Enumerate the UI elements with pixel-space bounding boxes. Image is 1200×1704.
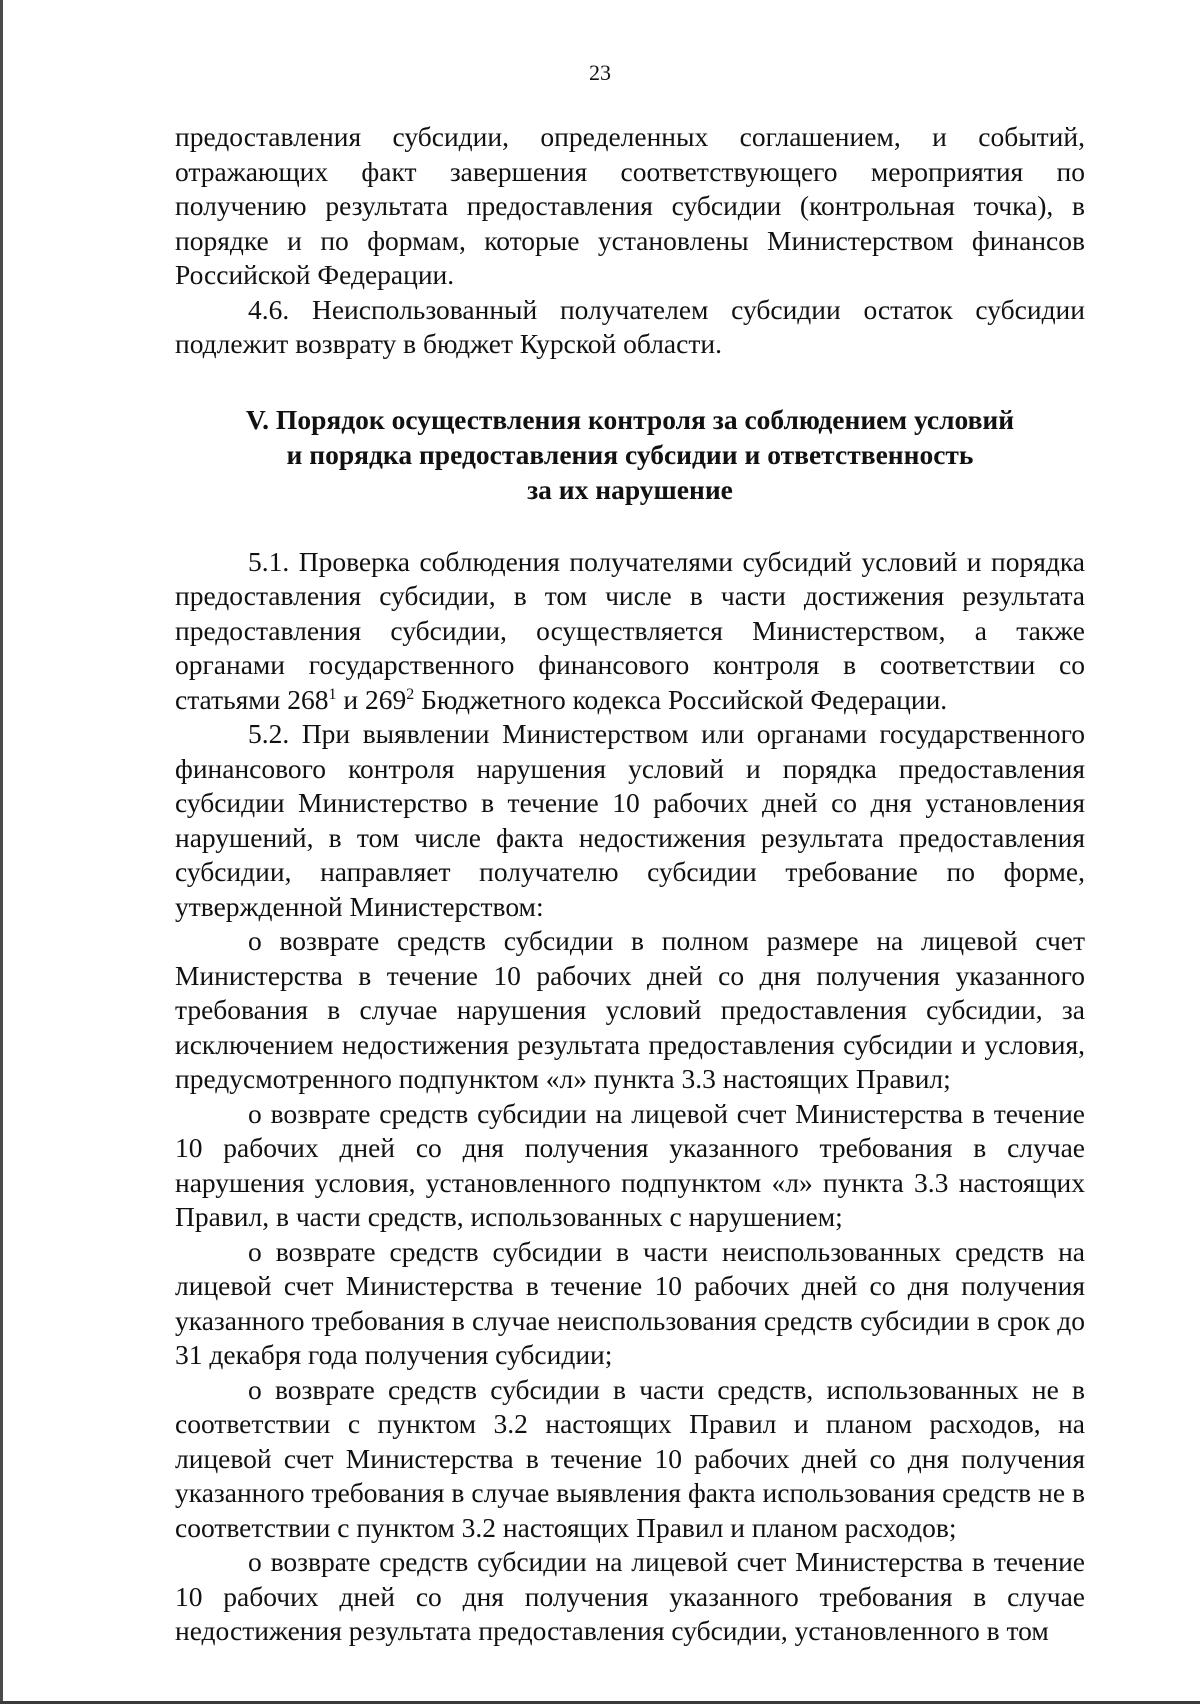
section-heading-line-2: и порядка предоставления субсидии и ответственность (286, 438, 974, 470)
superscript-2: 2 (406, 685, 415, 703)
paragraph-refund-violation: о возврате средств субсидии на лицевой счет Министерства в течение 10 рабочих дней со дня получения указанного требования в случае нарушения условия, установленного подпунктом «л» пункта 3.3 настоящих Правил, в части средств, использованных с нарушением; (175, 1097, 1085, 1232)
paragraph-refund-unused: о возврате средств субсидии в части неиспользованных средств на лицевой счет Министерства в течение 10 рабочих дней со дня получения указанного требования в случае неиспользования средств субсидии в срок до 31 декабря года получения субсидии; (175, 1235, 1085, 1370)
paragraph-5-1-text-c: Бюджетного кодекса Российской Федерации. (414, 683, 948, 715)
paragraph-5-2: 5.2. При выявлении Министерством или органами государственного финансового контроля нарушения условий и порядка предоставления субсидии Министерство в течение 10 рабочих дней со дня установления нарушений, в том числе факта недостижения результата предоставления субсидии, направляет получателю субсидии требование по форме, утвержденной Министерством: (175, 718, 1085, 922)
page-number: 23 (589, 60, 611, 85)
section-heading (175, 402, 1085, 507)
paragraph-4-6: 4.6. Неиспользованный получателем субсидии остаток субсидии подлежит возврату в бюджет Курской области. (175, 293, 1085, 359)
paragraph-5-1-text-b: и 269 (336, 683, 407, 715)
paragraph-refund-misused: о возврате средств субсидии в части средств, использованных не в соответствии с пунктом 3.2 настоящих Правил и планом расходов, на лицевой счет Министерства в течение 10 рабочих дней со дня получения указанного требования в случае выявления факта использования средств не в соответствии с пунктом 3.2 настоящих Правил и планом расходов; (175, 1373, 1085, 1543)
paragraph-5-1-text-a: 5.1. Проверка соблюдения получателями субсидий условий и порядка предоставления субсидии, в том числе в части достижения результата предоставления субсидии, осуществляется Министерством, а также органами государственного финансового контроля в соответствии со статьями 268 (175, 545, 1085, 715)
paragraph-refund-full: о возврате средств субсидии в полном размере на лицевой счет Министерства в течение 10 рабочих дней со дня получения указанного требования в случае нарушения условий предоставления субсидии, за исключением недостижения результата предоставления субсидии и условия, предусмотренного подпунктом «л» пункта 3.3 настоящих Правил; (175, 925, 1085, 1094)
scan-edge-left (0, 0, 3, 1704)
section-heading-line-3: за их нарушение (527, 473, 733, 505)
paragraph-refund-result: о возврате средств субсидии на лицевой счет Министерства в течение 10 рабочих дней со дня получения указанного требования в случае недостижения результата предоставления субсидии, установленного в том (175, 1546, 1085, 1646)
document-body (175, 120, 1085, 1649)
paragraph-continuation: предоставления субсидии, определенных соглашением, и событий, отражающих факт завершения соответствующего мероприятия по получению результата предоставления субсидии (контрольная точка), в порядке и по формам, которые установлены Министерством финансов Российской Федерации. (175, 121, 1085, 290)
superscript-1: 1 (328, 685, 337, 703)
section-heading-line-1: V. Порядок осуществления контроля за соблюдением условий (245, 403, 1015, 435)
paragraph-5-1 (175, 545, 1085, 718)
